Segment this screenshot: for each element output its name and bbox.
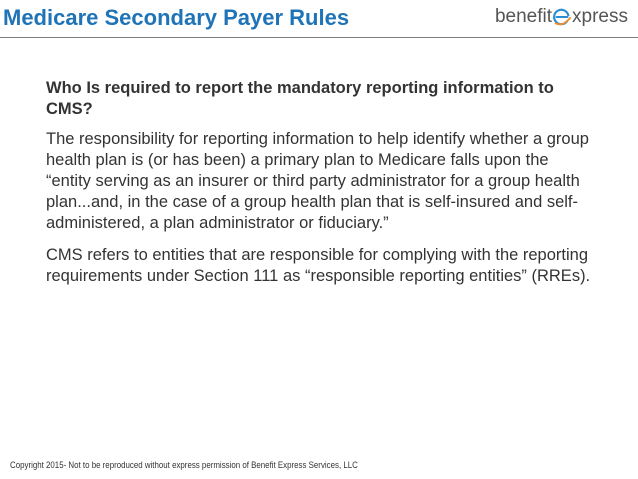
- benefit-express-logo: [495, 4, 628, 30]
- rre-paragraph: CMS refers to entities that are responsible for complying with the reporting requirements under Section 111 as “responsible reporting entities” (RREs).: [46, 246, 591, 285]
- question-heading: Who Is required to report the mandatory reporting information to CMS?: [46, 79, 554, 118]
- title-divider: [0, 37, 638, 38]
- slide-body: [46, 78, 594, 287]
- e-swoosh-icon: [553, 8, 571, 26]
- logo-text-xpress: xpress: [572, 6, 628, 27]
- slide-title: Medicare Secondary Payer Rules: [3, 5, 350, 30]
- logo-text-benefit: benefit: [494, 6, 553, 27]
- responsibility-paragraph: The responsibility for reporting information to help identify whether a group health plan is (or has been) a primary plan to Medicare falls upon the “entity serving as an insurer or third party administrator for a group health plan...and, in the case of a group health plan that is self-insured and self-administered, a plan administrator or fiduciary.”: [46, 130, 589, 232]
- copyright-footer: Copyright 2015- Not to be reproduced without express permission of Benefit Express Services, LLC: [10, 460, 358, 470]
